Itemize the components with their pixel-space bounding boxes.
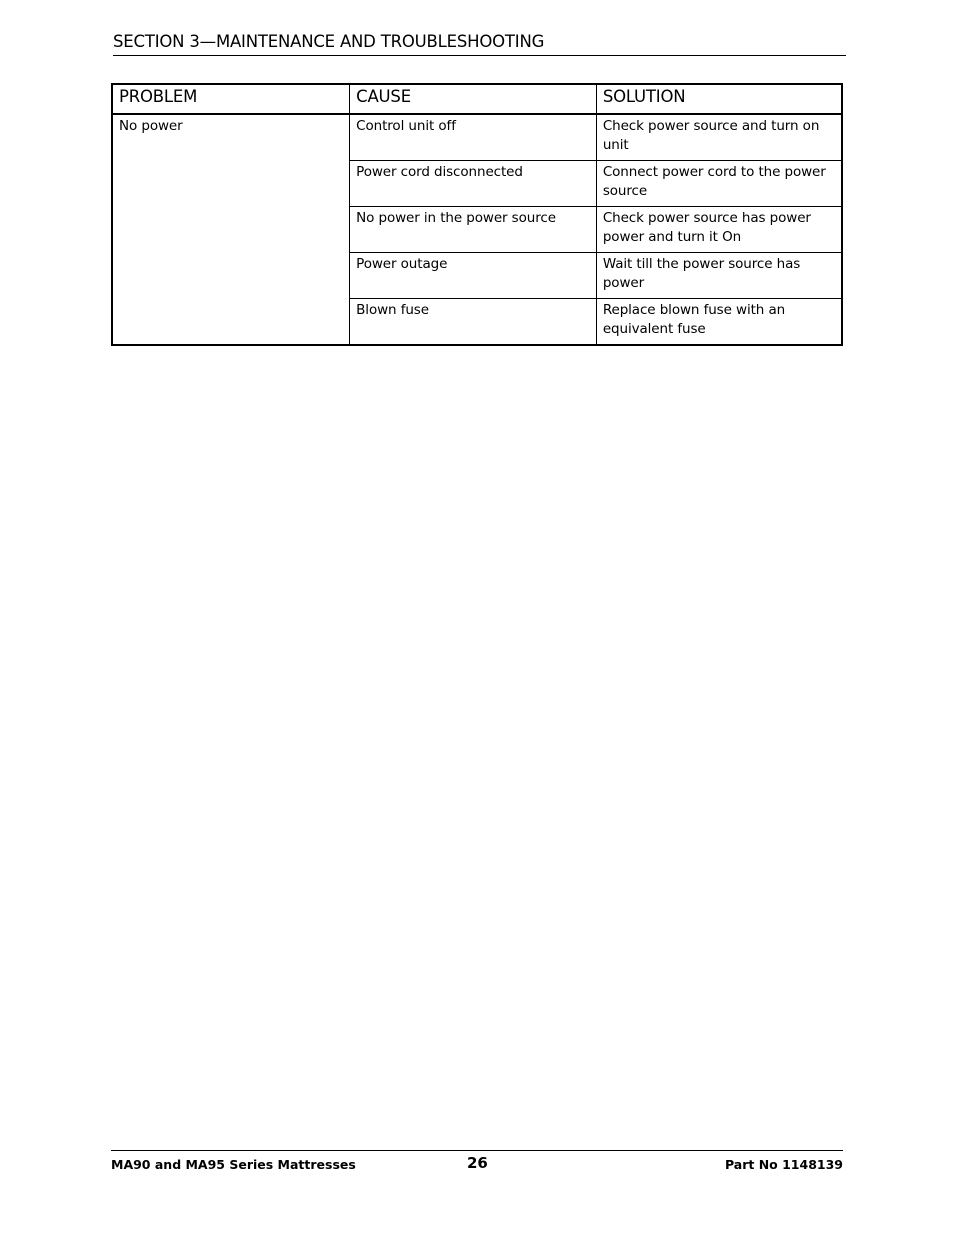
- page-number: 26: [467, 1154, 488, 1172]
- column-header-problem: PROBLEM: [112, 84, 350, 114]
- section-title: SECTION 3—MAINTENANCE AND TROUBLESHOOTING: [113, 32, 545, 51]
- table-header-row: [112, 84, 842, 114]
- troubleshooting-table: [111, 83, 843, 346]
- cause-cell: Blown fuse: [350, 299, 597, 346]
- footer-product-name: MA90 and MA95 Series Mattresses: [111, 1157, 356, 1172]
- footer-part-number: Part No 1148139: [724, 1157, 843, 1172]
- table-row: [112, 114, 842, 161]
- solution-cell: Connect power cord to the power source: [596, 161, 842, 207]
- solution-cell: Wait till the power source has power: [596, 253, 842, 299]
- solution-cell: Check power source has power power and turn it On: [596, 207, 842, 253]
- problem-cell: No power: [112, 114, 350, 345]
- section-header: [113, 32, 846, 56]
- cause-cell: Control unit off: [350, 114, 597, 161]
- solution-cell: Check power source and turn on unit: [596, 114, 842, 161]
- page-footer: [111, 1150, 843, 1177]
- cause-cell: Power cord disconnected: [350, 161, 597, 207]
- cause-cell: No power in the power source: [350, 207, 597, 253]
- solution-cell: Replace blown fuse with an equivalent fuse: [596, 299, 842, 346]
- column-header-solution: SOLUTION: [596, 84, 842, 114]
- column-header-cause: CAUSE: [350, 84, 597, 114]
- cause-cell: Power outage: [350, 253, 597, 299]
